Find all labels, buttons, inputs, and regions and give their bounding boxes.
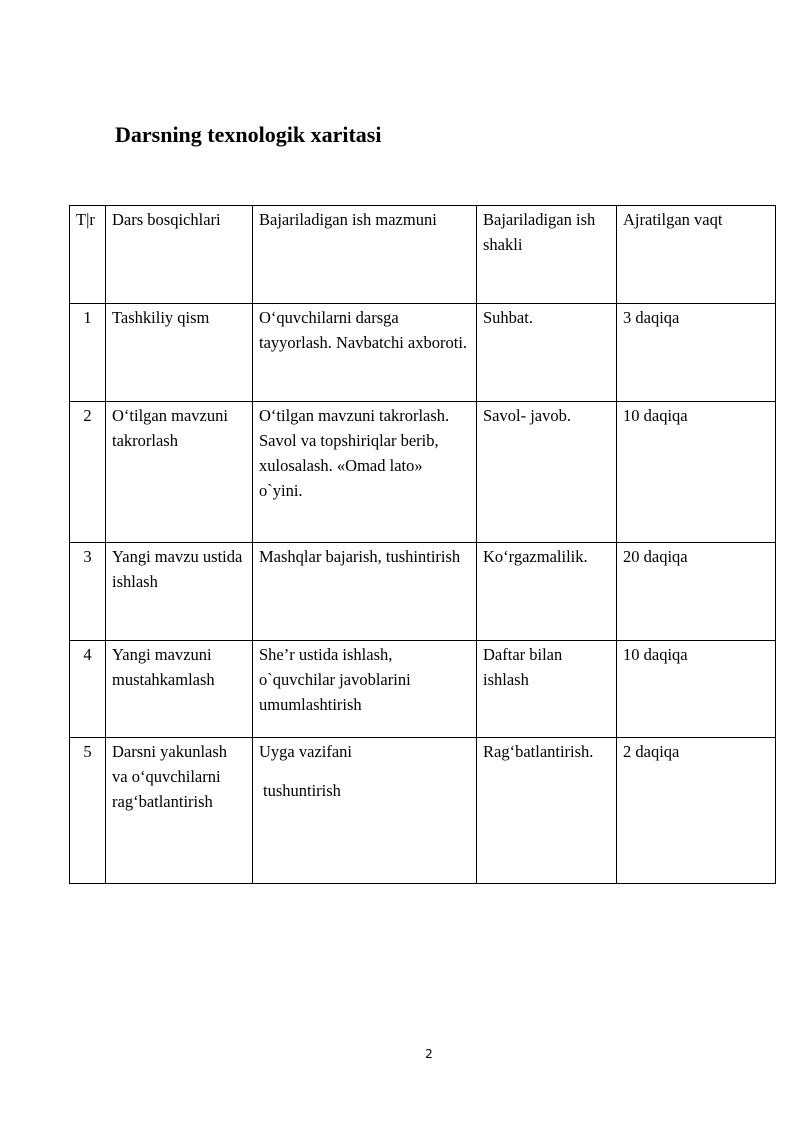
table-row xyxy=(70,641,776,738)
row-content: Uyga vazifani xyxy=(259,742,352,761)
row-number: 1 xyxy=(70,304,106,402)
row-content: Mashqlar bajarish, tushintirish xyxy=(253,543,477,641)
row-form: Daftar bilan ishlash xyxy=(477,641,617,738)
row-form: Suhbat. xyxy=(477,304,617,402)
row-stage: Yangi mavzu ustida ishlash xyxy=(106,543,253,641)
table-header-row xyxy=(70,206,776,304)
row-time: 20 daqiqa xyxy=(617,543,776,641)
document-title: Darsning texnologik xaritasi xyxy=(115,122,382,147)
row-time: 3 daqiqa xyxy=(617,304,776,402)
page-number: 2 xyxy=(425,1047,433,1061)
table-row xyxy=(70,304,776,402)
table-row xyxy=(70,402,776,543)
header-form: Bajariladigan ish shakli xyxy=(477,206,617,304)
header-number: T|r xyxy=(70,206,106,304)
row-stage: Darsni yakunlash va o‘quvchilarni rag‘batlantirish xyxy=(106,738,253,884)
row-stage: O‘tilgan mavzuni takrorlash xyxy=(106,402,253,543)
row-stage: Tashkiliy qism xyxy=(106,304,253,402)
row-content: O‘tilgan mavzuni takrorlash. Savol va topshiriqlar berib, xulosalash. «Omad lato» o`yini. xyxy=(253,402,477,543)
row-form: Rag‘batlantirish. xyxy=(477,738,617,884)
row-number: 2 xyxy=(70,402,106,543)
header-stage: Dars bosqichlari xyxy=(106,206,253,304)
row-stage: Yangi mavzuni mustahkamlash xyxy=(106,641,253,738)
header-content: Bajariladigan ish mazmuni xyxy=(253,206,477,304)
row-number: 4 xyxy=(70,641,106,738)
row-content-extra: tushuntirish xyxy=(263,781,341,800)
row-time: 2 daqiqa xyxy=(617,738,776,884)
row-content: O‘quvchilarni darsga tayyorlash. Navbatchi axboroti. xyxy=(253,304,477,402)
table-row xyxy=(70,738,776,884)
lesson-plan-table xyxy=(69,205,776,884)
row-number: 3 xyxy=(70,543,106,641)
table-row xyxy=(70,543,776,641)
row-content: She’r ustida ishlash, o`quvchilar javoblarini umumlashtirish xyxy=(253,641,477,738)
row-time: 10 daqiqa xyxy=(617,641,776,738)
row-time: 10 daqiqa xyxy=(617,402,776,543)
row-form: Savol- javob. xyxy=(477,402,617,543)
row-content-cell xyxy=(253,738,477,884)
row-form: Ko‘rgazmalilik. xyxy=(477,543,617,641)
row-number: 5 xyxy=(70,738,106,884)
header-time: Ajratilgan vaqt xyxy=(617,206,776,304)
